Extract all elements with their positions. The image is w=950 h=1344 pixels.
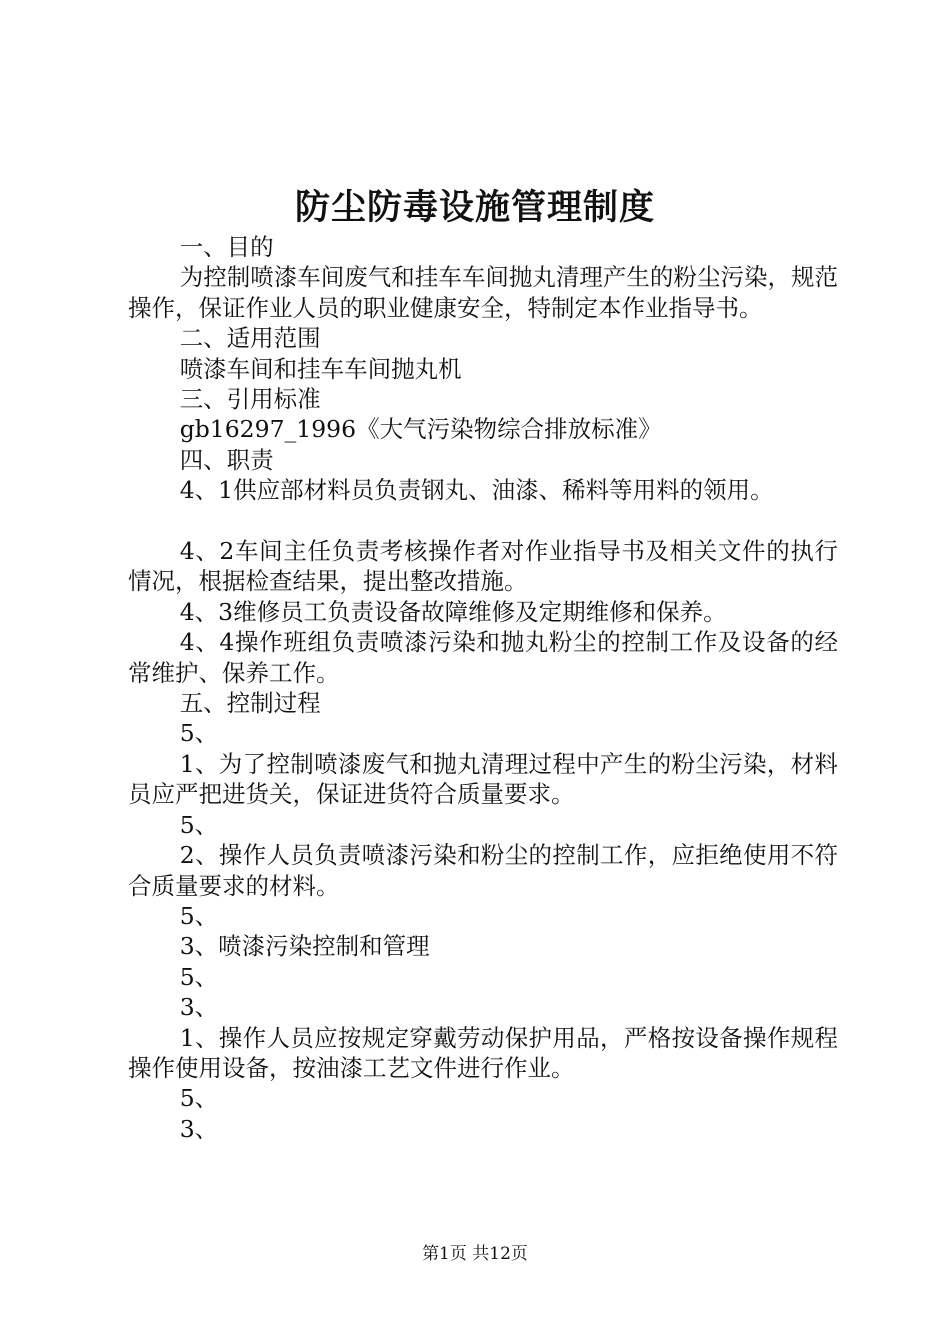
paragraph-control-2: 2、操作人员负责喷漆污染和粉尘的控制工作，应拒绝使用不符合质量要求的材料。: [128, 841, 838, 900]
document-title: 防尘防毒设施管理制度: [294, 187, 655, 228]
paragraph-scope: 喷漆车间和挂车车间抛丸机: [179, 354, 462, 383]
document-body: [128, 232, 838, 1144]
paragraph-duty-4-4: 4、4操作班组负责喷漆污染和抛丸粉尘的控制工作及设备的经常维护、保养工作。: [128, 628, 838, 687]
paragraph-purpose: 为控制喷漆车间废气和挂车车间抛丸清理产生的粉尘污染，规范操作，保证作业人员的职业健康安全，特制定本作业指导书。: [128, 263, 838, 322]
section-number: 5、: [179, 719, 219, 748]
heading-responsibilities: 四、职责: [179, 445, 274, 474]
heading-control-process: 五、控制过程: [179, 689, 321, 718]
paragraph-duty-4-1: 4、1供应部材料员负责钢丸、油漆、稀料等用料的领用。: [179, 476, 774, 505]
blank-line: [128, 506, 838, 536]
heading-purpose: 一、目的: [179, 233, 274, 261]
page-footer: 第1页 共12页: [422, 1244, 528, 1264]
paragraph-control-3: 3、喷漆污染控制和管理: [179, 932, 430, 961]
section-number: 5、: [179, 962, 219, 991]
heading-scope: 二、适用范围: [179, 324, 321, 353]
section-number: 5、: [179, 810, 219, 839]
paragraph-duty-4-2: 4、2车间主任负责考核操作者对作业指导书及相关文件的执行情况，根据检查结果，提出整改措施。: [128, 537, 838, 596]
paragraph-control-3-1: 1、操作人员应按规定穿戴劳动保护用品，严格按设备操作规程操作使用设备，按油漆工艺文件进行作业。: [128, 1023, 838, 1082]
section-number: 3、: [179, 993, 219, 1022]
heading-standards: 三、引用标准: [179, 385, 321, 414]
section-number: 3、: [179, 1114, 219, 1143]
section-number: 5、: [179, 1084, 219, 1113]
paragraph-control-1: 1、为了控制喷漆废气和抛丸清理过程中产生的粉尘污染，材料员应严把进货关，保证进货符合质量要求。: [128, 749, 838, 809]
paragraph-duty-4-3: 4、3维修员工负责设备故障维修及定期维修和保养。: [179, 597, 727, 626]
section-number: 5、: [179, 901, 219, 930]
paragraph-standards: gb16297_1996《大气污染物综合排放标准》: [179, 415, 662, 444]
